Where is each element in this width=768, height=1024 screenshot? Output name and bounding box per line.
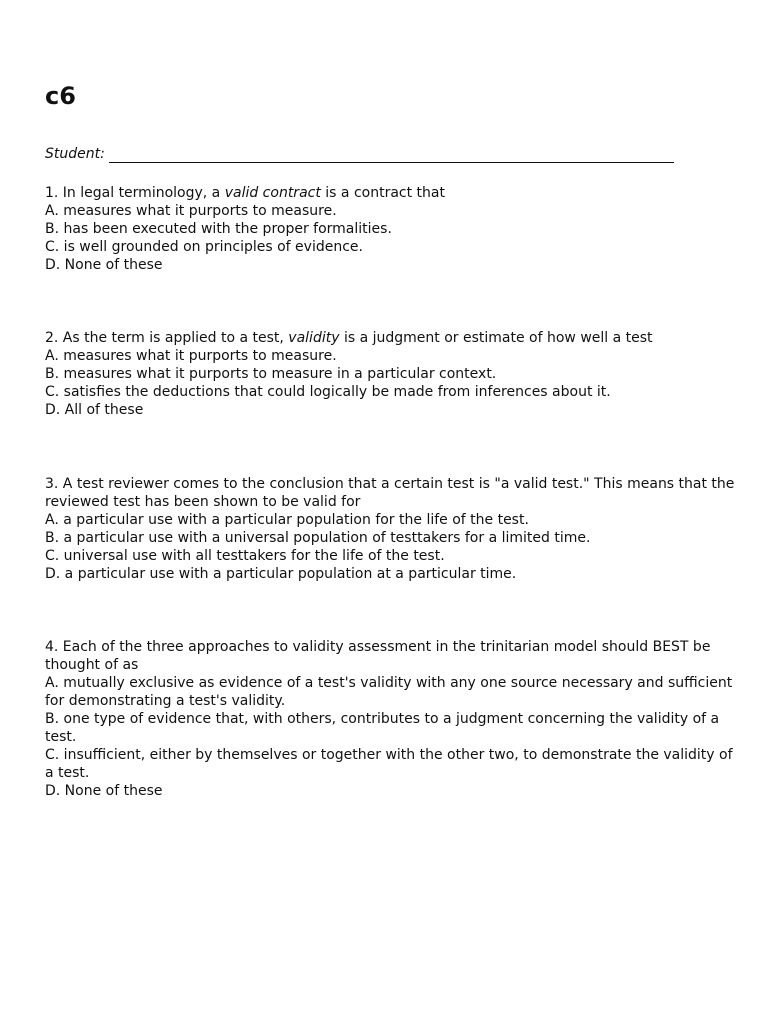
- question-4: [45, 638, 735, 800]
- stem-text: 1. In legal terminology, a: [45, 185, 225, 201]
- question-stem: [45, 184, 735, 202]
- option-a: A. a particular use with a particular population for the life of the test.: [45, 512, 529, 528]
- option-c: C. insufficient, either by themselves or together with the other two, to demonstrate the validity of a test.: [45, 747, 733, 781]
- stem-emphasis: validity: [288, 330, 340, 346]
- option-d: D. a particular use with a particular population at a particular time.: [45, 566, 517, 582]
- option-c: C. satisfies the deductions that could logically be made from inferences about it.: [45, 384, 611, 400]
- student-name-blank[interactable]: [109, 147, 674, 163]
- question-1: [45, 184, 735, 274]
- page-title: c6: [45, 82, 76, 110]
- question-stem: 3. A test reviewer comes to the conclusion that a certain test is "a valid test." This means that the reviewed test has been shown to be valid for: [45, 476, 735, 510]
- stem-emphasis: valid contract: [224, 185, 321, 201]
- option-c: C. universal use with all testtakers for the life of the test.: [45, 548, 445, 564]
- option-c: C. is well grounded on principles of evidence.: [45, 239, 363, 255]
- question-stem: 4. Each of the three approaches to validity assessment in the trinitarian model should BEST be thought of as: [45, 639, 711, 673]
- option-b: B. has been executed with the proper formalities.: [45, 221, 392, 237]
- stem-text: is a judgment or estimate of how well a test: [339, 330, 653, 346]
- option-d: D. None of these: [45, 783, 163, 799]
- option-a: A. measures what it purports to measure.: [45, 348, 337, 364]
- option-a: A. mutually exclusive as evidence of a test's validity with any one source necessary and sufficient for demonstrating a test's validity.: [45, 675, 733, 709]
- student-label: Student:: [45, 146, 105, 162]
- option-d: D. None of these: [45, 257, 163, 273]
- option-b: B. measures what it purports to measure in a particular context.: [45, 366, 497, 382]
- question-2: [45, 329, 735, 419]
- student-name-row: [45, 145, 674, 163]
- stem-text: is a contract that: [320, 185, 445, 201]
- question-3: [45, 475, 735, 583]
- option-a: A. measures what it purports to measure.: [45, 203, 337, 219]
- option-b: B. a particular use with a universal population of testtakers for a limited time.: [45, 530, 591, 546]
- option-d: D. All of these: [45, 402, 144, 418]
- question-stem: [45, 329, 735, 347]
- option-b: B. one type of evidence that, with others, contributes to a judgment concerning the validity of a test.: [45, 711, 720, 745]
- stem-text: 2. As the term is applied to a test,: [45, 330, 289, 346]
